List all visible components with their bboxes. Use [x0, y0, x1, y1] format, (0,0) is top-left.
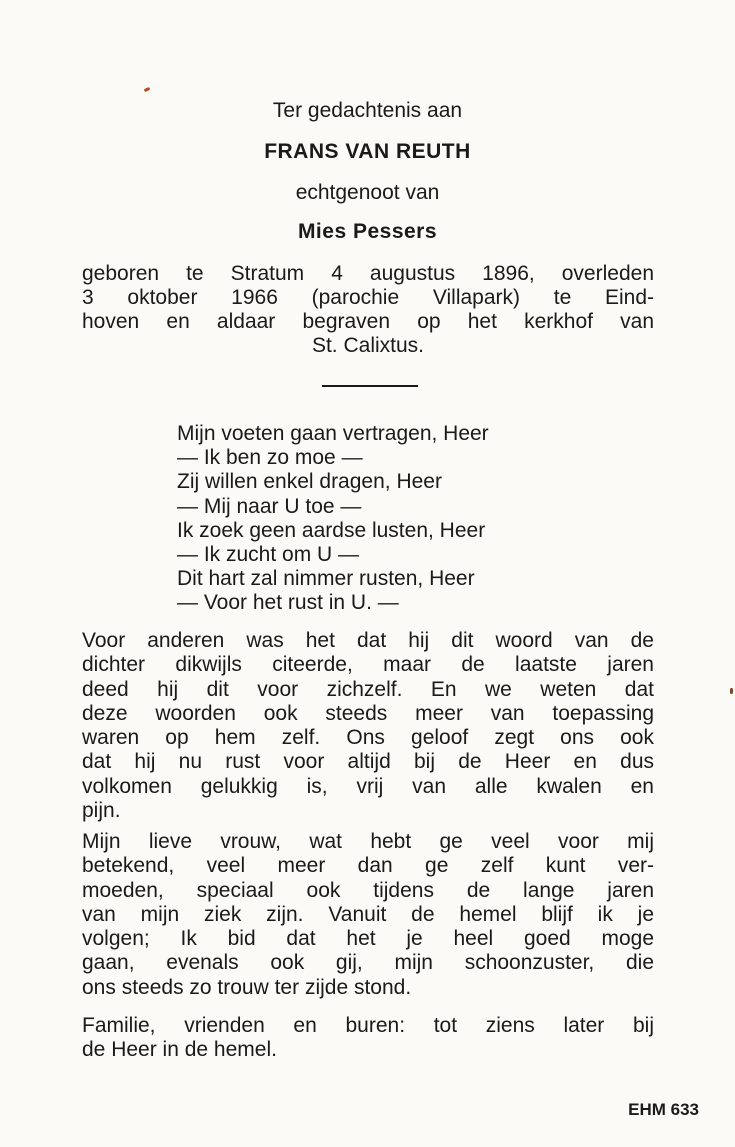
- poem: [177, 422, 489, 616]
- intro-line: 3 oktober 1966 (parochie Villapark) te Eind-: [82, 286, 654, 309]
- poem-line: — Ik ben zo moe —: [177, 446, 363, 470]
- biography-intro: [82, 262, 654, 358]
- paragraph-line: Voor anderen was het dat hij dit woord van de: [82, 629, 654, 652]
- paragraph-line: pijn.: [82, 799, 121, 823]
- poem-line: Dit hart zal nimmer rusten, Heer: [177, 567, 475, 591]
- poem-line: Zij willen enkel dragen, Heer: [177, 470, 442, 494]
- ink-speck: [144, 87, 151, 92]
- intro-line: geboren te Stratum 4 augustus 1896, overleden: [82, 262, 654, 285]
- paragraph-line: gaan, evenals ook gij, mijn schoonzuster, die: [82, 951, 654, 975]
- dedication-line: Ter gedachtenis aan: [272, 99, 463, 122]
- paragraph-line: dichter dikwijls citeerde, maar de laatste jaren: [82, 653, 654, 677]
- paragraph-line: waren op hem zelf. Ons geloof zegt ons ook: [82, 726, 654, 750]
- paragraph-2: [82, 830, 654, 1000]
- paragraph-line: deed hij dit voor zichzelf. En we weten dat: [82, 677, 654, 701]
- paragraph-line: moeden, speciaal ook tijdens de lange jaren: [82, 878, 654, 902]
- poem-line: Mijn voeten gaan vertragen, Heer: [177, 422, 489, 445]
- deceased-name: FRANS VAN REUTH: [264, 140, 471, 163]
- relation-line: echtgenoot van: [295, 181, 440, 204]
- paragraph-1: [82, 629, 654, 823]
- paragraph-3: [82, 1014, 654, 1063]
- poem-line: Ik zoek geen aardse lusten, Heer: [177, 518, 486, 542]
- paragraph-line: volkomen gelukkig is, vrij van alle kwalen en: [82, 774, 654, 798]
- print-code: EHM 633: [628, 1100, 699, 1119]
- paragraph-line: Mijn lieve vrouw, wat hebt ge veel voor mij: [82, 830, 654, 853]
- paragraph-line: deze woorden ook steeds meer van toepassing: [82, 701, 654, 725]
- ink-speck-right: [730, 688, 733, 694]
- paragraph-line: dat hij nu rust voor altijd bij de Heer en dus: [82, 750, 654, 774]
- paragraph-line: ons steeds zo trouw ter zijde stond.: [82, 975, 412, 999]
- intro-line: St. Calixtus.: [311, 334, 425, 357]
- intro-line: hoven en aldaar begraven op het kerkhof van: [82, 310, 654, 333]
- section-divider: [322, 385, 418, 387]
- paragraph-line: betekend, veel meer dan ge zelf kunt ver-: [82, 854, 654, 878]
- poem-line: — Voor het rust in U. —: [177, 591, 399, 615]
- spouse-name: Mies Pessers: [297, 220, 438, 243]
- paragraph-line: volgen; Ik bid dat het je heel goed moge: [82, 927, 654, 951]
- poem-line: — Ik zucht om U —: [177, 543, 360, 567]
- paragraph-line: Familie, vrienden en buren: tot ziens later bij: [82, 1014, 654, 1037]
- paragraph-line: van mijn ziek zijn. Vanuit de hemel blijf ik je: [82, 902, 654, 926]
- paragraph-line: de Heer in de hemel.: [82, 1038, 277, 1062]
- poem-line: — Mij naar U toe —: [177, 494, 362, 518]
